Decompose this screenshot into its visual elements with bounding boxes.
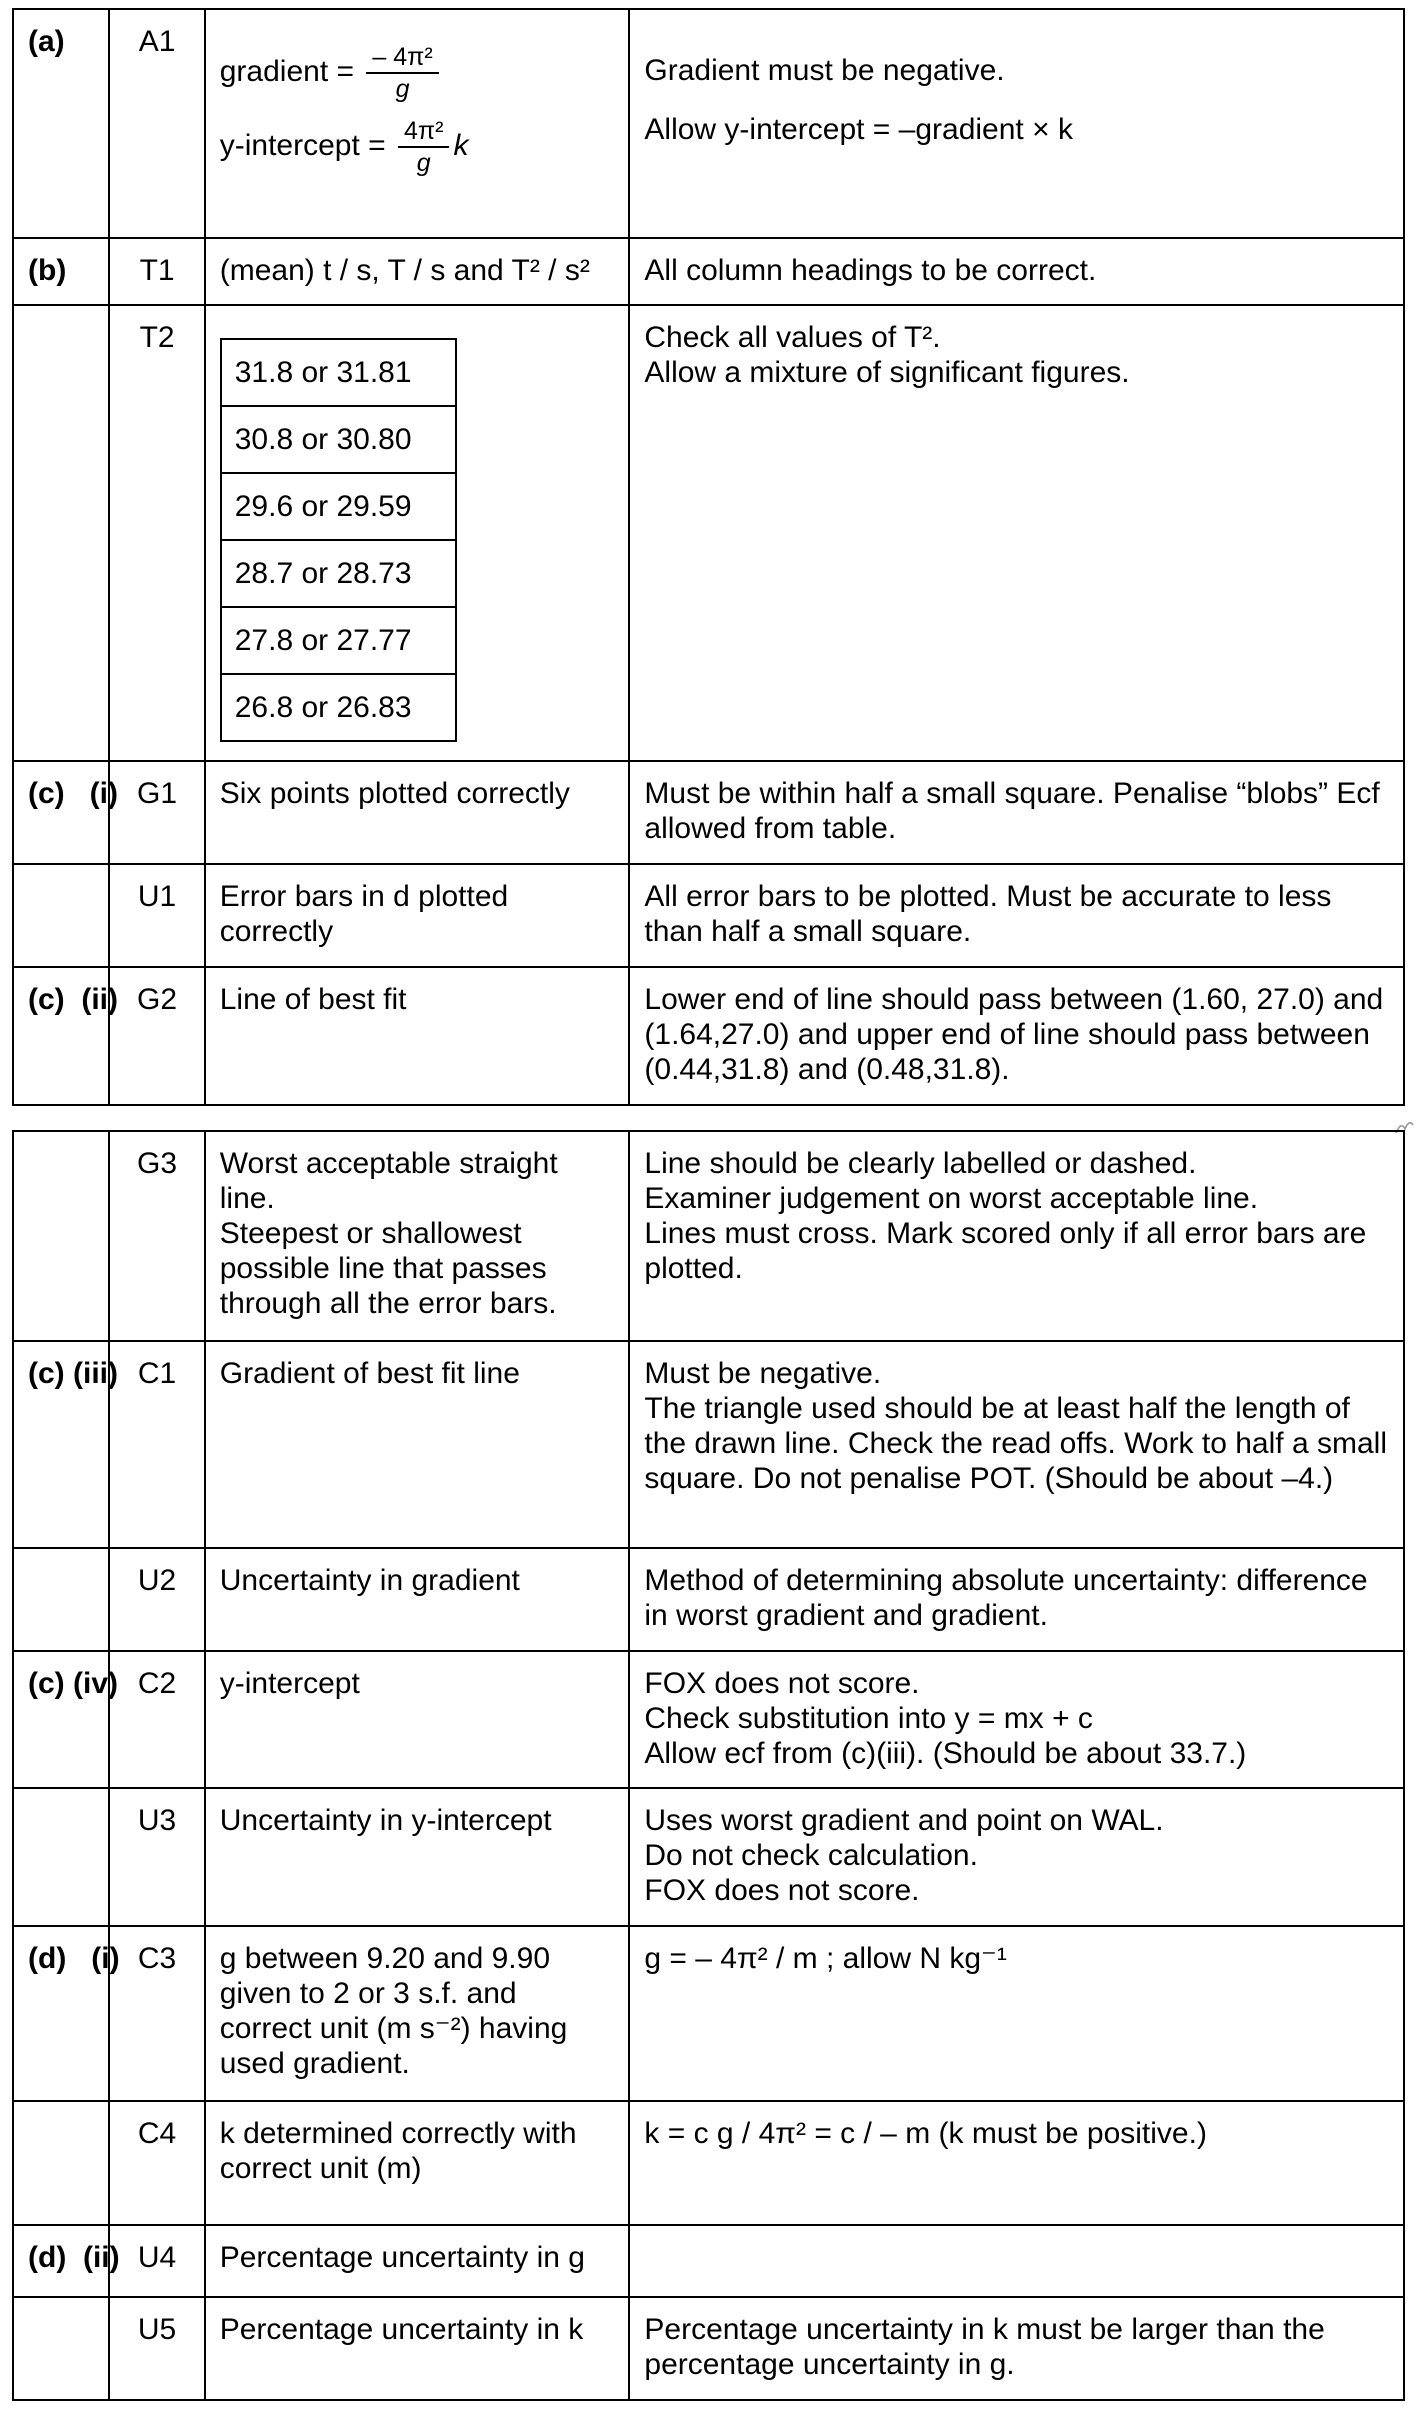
- note-line: Allow a mixture of significant figures.: [644, 356, 1130, 389]
- gradient-fraction: [366, 42, 438, 104]
- criteria-cell: (mean) t / s, T / s and T² / s²: [205, 238, 630, 305]
- yintercept-fraction: [398, 116, 449, 178]
- mark-scheme-table-2: [12, 1130, 1405, 2401]
- t-squared-value: 31.8 or 31.81: [221, 339, 456, 406]
- mark-code: U1: [109, 864, 204, 967]
- note-line: Check all values of T².: [644, 321, 941, 354]
- table-row: [13, 9, 1404, 238]
- yintercept-label: y-intercept =: [219, 128, 386, 162]
- mark-code: G1: [109, 761, 204, 864]
- notes-cell: [629, 9, 1404, 238]
- criteria-cell: y-intercept: [205, 1651, 630, 1788]
- fraction-denominator: g: [395, 75, 410, 103]
- notes-cell: k = c g / 4π² = c / – m (k must be positive.): [629, 2101, 1404, 2225]
- notes-cell: [629, 1651, 1404, 1788]
- criteria-cell: Uncertainty in gradient: [205, 1548, 630, 1651]
- list-item: [221, 473, 456, 540]
- mark-code: U3: [109, 1788, 204, 1926]
- table-row: [13, 761, 1404, 864]
- criteria-cell: Line of best fit: [205, 967, 630, 1105]
- fraction-denominator: g: [416, 149, 431, 177]
- table-row: [13, 967, 1404, 1105]
- criteria-line: Steepest or shallowest possible line that passes through all the error bars.: [219, 1217, 557, 1320]
- note-line: Gradient must be negative.: [644, 54, 1005, 87]
- notes-cell: g = – 4π² / m ; allow N kg⁻¹: [629, 1926, 1404, 2101]
- t-squared-value: 27.8 or 27.77: [221, 607, 456, 674]
- mark-code: U4: [109, 2225, 204, 2297]
- mark-code: C3: [109, 1926, 204, 2101]
- part-label: (d) (ii): [13, 2225, 109, 2297]
- table-row: [13, 1341, 1404, 1548]
- part-label: [13, 1131, 109, 1341]
- note-line: Allow y-intercept = –gradient × k: [644, 113, 1073, 146]
- notes-cell: Method of determining absolute uncertainty: difference in worst gradient and gradient.: [629, 1548, 1404, 1651]
- mark-code: C1: [109, 1341, 204, 1548]
- note-line: The triangle used should be at least half the length of the drawn line. Check the read offs. Work to half a small square. Do not penalise POT. (Should be about –4.): [644, 1392, 1387, 1495]
- note-line: Check substitution into y = mx + c: [644, 1702, 1093, 1735]
- t-squared-value: 29.6 or 29.59: [221, 473, 456, 540]
- note-line: FOX does not score.: [644, 1667, 920, 1700]
- gradient-label: gradient =: [219, 54, 355, 88]
- notes-cell: [629, 1131, 1404, 1341]
- criteria-cell: [205, 1131, 630, 1341]
- notes-cell: All column headings to be correct.: [629, 238, 1404, 305]
- part-label: (c) (i): [13, 761, 109, 864]
- notes-cell: [629, 1341, 1404, 1548]
- mark-code: U5: [109, 2297, 204, 2400]
- part-label: [13, 2297, 109, 2400]
- mark-code: T1: [109, 238, 204, 305]
- notes-cell: Must be within half a small square. Penalise “blobs” Ecf allowed from table.: [629, 761, 1404, 864]
- criteria-cell: Percentage uncertainty in k: [205, 2297, 630, 2400]
- part-label: (a): [13, 9, 109, 238]
- mark-scheme-table-1: [12, 8, 1405, 1106]
- part-label: (c) (ii): [13, 967, 109, 1105]
- criteria-cell: g between 9.20 and 9.90 given to 2 or 3 s.f. and correct unit (m s⁻²) having used gradient.: [205, 1926, 630, 2101]
- part-label: (c) (iii): [13, 1341, 109, 1548]
- note-line: Allow ecf from (c)(iii). (Should be about 33.7.): [644, 1737, 1247, 1770]
- fraction-numerator: 4π²: [404, 117, 444, 145]
- notes-cell: Percentage uncertainty in k must be larger than the percentage uncertainty in g.: [629, 2297, 1404, 2400]
- table-row: [13, 2225, 1404, 2297]
- note-line: Must be negative.: [644, 1357, 882, 1390]
- criteria-line: Worst acceptable straight line.: [219, 1147, 558, 1215]
- note-line: Do not check calculation.: [644, 1839, 978, 1872]
- table-row: [13, 1651, 1404, 1788]
- list-item: [221, 339, 456, 406]
- mark-code: C4: [109, 2101, 204, 2225]
- t-squared-value: 30.8 or 30.80: [221, 406, 456, 473]
- mark-code: G2: [109, 967, 204, 1105]
- part-label: (c) (iv): [13, 1651, 109, 1788]
- note-line: Uses worst gradient and point on WAL.: [644, 1804, 1164, 1837]
- note-line: Lines must cross. Mark scored only if all error bars are plotted.: [644, 1217, 1367, 1285]
- yintercept-suffix: k: [453, 128, 469, 162]
- part-label: (d) (i): [13, 1926, 109, 2101]
- part-label: [13, 1788, 109, 1926]
- t-squared-value: 26.8 or 26.83: [221, 674, 456, 741]
- table-row: [13, 2297, 1404, 2400]
- part-label: [13, 305, 109, 761]
- criteria-cell: Six points plotted correctly: [205, 761, 630, 864]
- part-label: [13, 1548, 109, 1651]
- criteria-cell: [205, 9, 630, 238]
- table-row: [13, 238, 1404, 305]
- list-item: [221, 674, 456, 741]
- list-item: [221, 540, 456, 607]
- criteria-cell: [205, 305, 630, 761]
- list-item: [221, 406, 456, 473]
- notes-cell: Lower end of line should pass between (1.60, 27.0) and (1.64,27.0) and upper end of line should pass between (0.44,31.8) and (0.48,31.8).: [629, 967, 1404, 1105]
- criteria-cell: Gradient of best fit line: [205, 1341, 630, 1548]
- part-label: [13, 2101, 109, 2225]
- table-row: [13, 1788, 1404, 1926]
- note-line: FOX does not score.: [644, 1874, 920, 1907]
- notes-cell: All error bars to be plotted. Must be accurate to less than half a small square.: [629, 864, 1404, 967]
- table-row: [13, 1548, 1404, 1651]
- mark-code: A1: [109, 9, 204, 238]
- table-row: [13, 2101, 1404, 2225]
- fraction-numerator: – 4π²: [372, 43, 433, 71]
- part-label: [13, 864, 109, 967]
- table-row: [13, 305, 1404, 761]
- note-line: Examiner judgement on worst acceptable line.: [644, 1182, 1259, 1215]
- notes-cell: [629, 1788, 1404, 1926]
- notes-cell: [629, 305, 1404, 761]
- notes-cell: [629, 2225, 1404, 2297]
- mark-code: C2: [109, 1651, 204, 1788]
- criteria-cell: Error bars in d plotted correctly: [205, 864, 630, 967]
- table-row: [13, 1926, 1404, 2101]
- mark-code: T2: [109, 305, 204, 761]
- criteria-cell: Percentage uncertainty in g: [205, 2225, 630, 2297]
- mark-code: U2: [109, 1548, 204, 1651]
- list-item: [221, 607, 456, 674]
- note-line: Line should be clearly labelled or dashed.: [644, 1147, 1197, 1180]
- mark-code: G3: [109, 1131, 204, 1341]
- part-label: (b): [13, 238, 109, 305]
- criteria-cell: k determined correctly with correct unit (m): [205, 2101, 630, 2225]
- t-squared-values-table: [220, 338, 457, 742]
- table-row: [13, 864, 1404, 967]
- criteria-cell: Uncertainty in y-intercept: [205, 1788, 630, 1926]
- table-row: [13, 1131, 1404, 1341]
- t-squared-value: 28.7 or 28.73: [221, 540, 456, 607]
